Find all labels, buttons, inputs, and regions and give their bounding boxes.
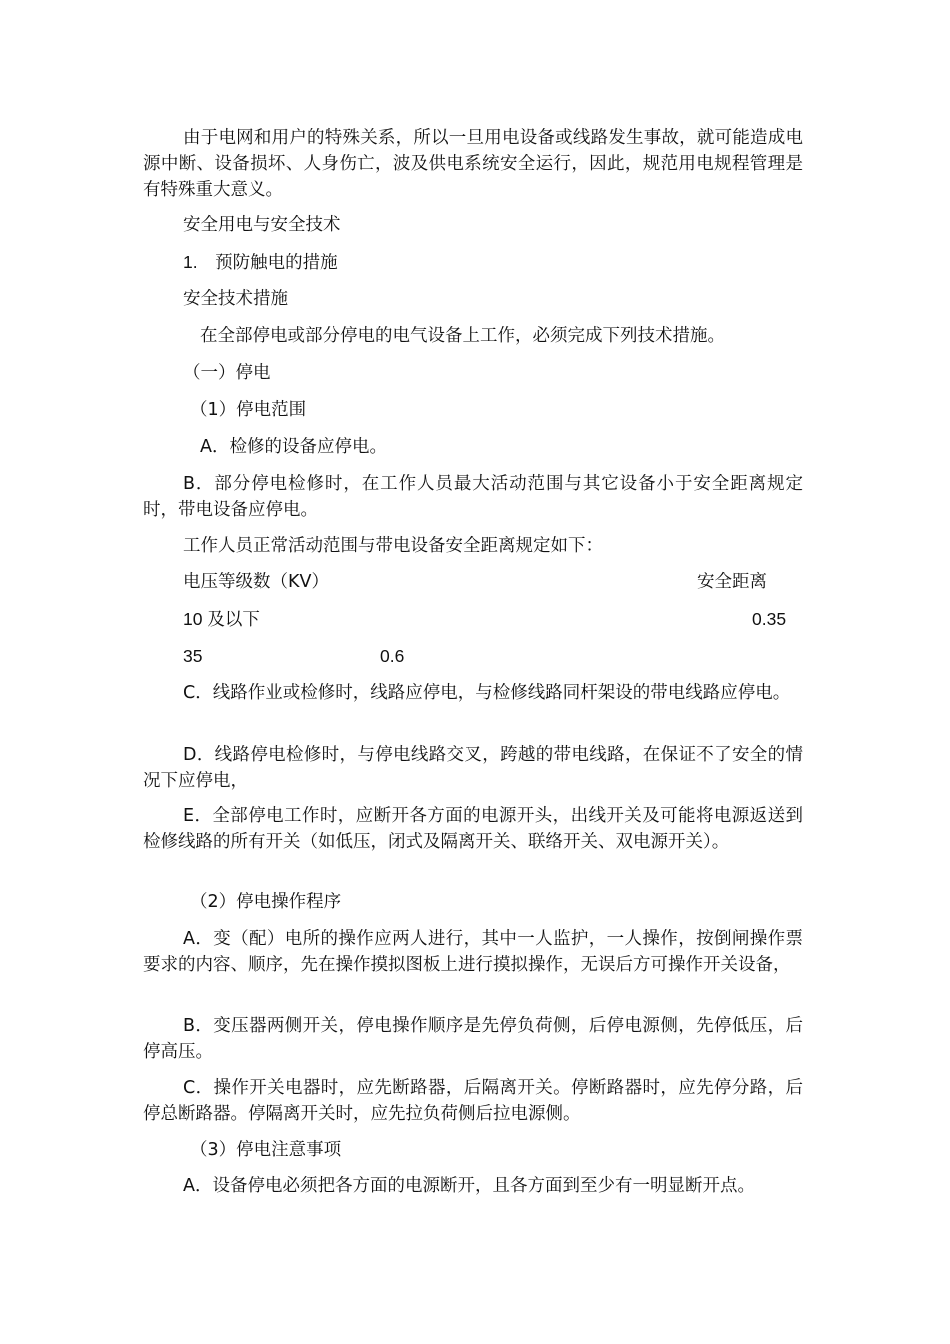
table-cell-distance: 0.35	[752, 609, 787, 629]
item-e1: E．全部停电工作时，应断开各方面的电源开头，出线开关及可能将电源返送到检修线路的所有开关（如低压，闭式及隔离开关、联络开关、双电源开关）。	[143, 806, 803, 852]
item-b2: B．变压器两侧开关，停电操作顺序是先停负荷侧，后停电源侧，先停低压，后停高压。	[143, 1016, 803, 1062]
subsection-1-heading: （1）停电范围	[190, 400, 307, 420]
item-b1: B．部分停电检修时，在工作人员最大活动范围与其它设备小于安全距离规定时，带电设备应停电。	[143, 474, 803, 520]
paragraph-intro: 由于电网和用户的特殊关系，所以一旦用电设备或线路发生事故，就可能造成电源中断、设备损坏、人身伤亡，波及供电系统安全运行，因此，规范用电规程管理是有特殊重大意义。	[143, 128, 803, 200]
item-1: 1. 预防触电的措施	[183, 252, 338, 272]
item-d1: D．线路停电检修时，与停电线路交叉，跨越的带电线路，在保证不了安全的情况下应停电，	[143, 745, 803, 791]
paragraph-tech-intro: 在全部停电或部分停电的电气设备上工作，必须完成下列技术措施。	[200, 326, 725, 346]
paragraph-distance-intro: 工作人员正常活动范围与带电设备安全距离规定如下：	[183, 536, 603, 556]
table-cell-distance: 0.6	[380, 646, 405, 666]
table-cell-voltage: 10 及以下	[183, 609, 260, 629]
heading-tech-measures: 安全技术措施	[183, 289, 288, 309]
item-c1: C．线路作业或检修时，线路应停电，与检修线路同杆架设的带电线路应停电。	[183, 683, 791, 703]
item-a2: A．变（配）电所的操作应两人进行，其中一人监护，一人操作，按倒闸操作票要求的内容、顺序，先在操作摸拟图板上进行摸拟操作，无误后方可操作开关设备，	[143, 929, 803, 975]
heading-safety: 安全用电与安全技术	[183, 215, 341, 235]
subsection-2-heading: （2）停电操作程序	[190, 892, 342, 912]
section-1-heading: （一）停电	[183, 363, 271, 383]
table-header-distance: 安全距离	[697, 572, 767, 592]
item-a3: A．设备停电必须把各方面的电源断开，且各方面到至少有一明显断开点。	[183, 1176, 755, 1196]
table-header-voltage: 电压等级数（KV）	[183, 572, 329, 592]
table-cell-voltage: 35	[183, 646, 203, 666]
subsection-3-heading: （3）停电注意事项	[190, 1140, 342, 1160]
item-c2: C．操作开关电器时，应先断路器，后隔离开关。停断路器时，应先停分路，后停总断路器。停隔离开关时，应先拉负荷侧后拉电源侧。	[143, 1078, 803, 1124]
item-a1: A．检修的设备应停电。	[200, 437, 387, 457]
